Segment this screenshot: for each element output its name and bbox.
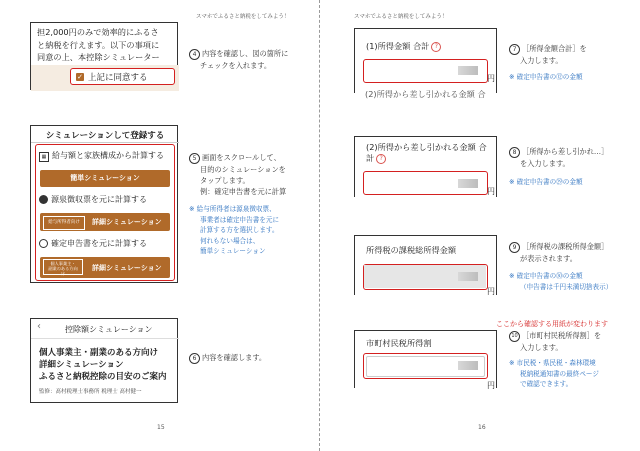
masked-value (458, 66, 478, 75)
red-notice: ここから確認する用紙が変わります (496, 320, 608, 328)
note-7: ※ 確定申告書の⑫の金額 (509, 73, 583, 81)
note-8: ※ 確定申告書の㉙の金額 (509, 178, 583, 186)
agree-label: 上記に同意する (88, 73, 148, 83)
field-label: 計 (366, 153, 375, 163)
field-label: (2)所得から差し引かれる金額 合 (366, 142, 487, 152)
agreement-text-line: 同意の上、本控除シミュレーター (37, 52, 160, 62)
simulation-options-highlight (35, 144, 175, 281)
unit-yen: 円 (487, 381, 495, 390)
detail-simulation-button-business[interactable] (40, 257, 170, 278)
step-10: 10 ［市町村民税所得割］を 入力します。 (509, 330, 601, 353)
step-4: 4 内容を確認し、図の箇所に チェックを入れます。 (189, 48, 288, 71)
simple-simulation-button[interactable]: 簡単シミュレーション (40, 170, 170, 187)
left-page (0, 0, 319, 451)
step-number: 5 (189, 153, 200, 164)
unit-yen: 円 (487, 287, 495, 296)
deduction-input[interactable] (363, 171, 488, 195)
step-number: 10 (509, 331, 520, 342)
step-6: 6 内容を確認します。 (189, 352, 266, 364)
option-tax-return: 確定申告書を元に計算する (51, 239, 147, 248)
agreement-text-line: 担2,000円のみで効率的にふるさ (37, 27, 159, 37)
right-page (321, 0, 640, 451)
taxable-income-display (363, 264, 488, 290)
field-label: 所得税の課税総所得金額 (366, 245, 457, 255)
step-number: 7 (509, 44, 520, 55)
simulation-title: シミュレーションして登録する (45, 131, 165, 141)
note-10: ※ 市民税・県民税・森林環境 税納税通知書の最終ページ で確認できます。 (509, 359, 599, 388)
step-number: 8 (509, 147, 520, 158)
field-label: (1)所得金額 合計 (366, 41, 430, 51)
intro-title-line: ふるさと納税控除の目安のご案内 (39, 372, 167, 382)
detail-simulation-button-salary[interactable] (40, 213, 170, 231)
step-number: 4 (189, 49, 200, 60)
taxable-income-card (354, 235, 497, 295)
intro-title-line: 個人事業主・副業のある方向け (39, 348, 159, 358)
field-label: 市町村民税所得割 (366, 338, 432, 348)
unit-yen: 円 (487, 74, 495, 83)
agree-checkbox-row[interactable] (70, 68, 175, 85)
step-7: 7 ［所得金額合計］を 入力します。 (509, 43, 587, 66)
municipal-tax-card (354, 330, 497, 388)
business-owner-tag: 個人事業主・ 副業のある方向 け (43, 259, 83, 275)
masked-value (458, 361, 478, 370)
step-number: 6 (189, 353, 200, 364)
page-header: スマホでふるさと納税をしてみよう！ (196, 14, 290, 20)
next-field-label: (2)所得から差し引かれる金額 合 (365, 89, 486, 99)
sim-intro-card (30, 318, 178, 403)
income-total-card (354, 28, 497, 99)
agreement-text-line: と納税を行えます。以下の事項に (37, 39, 160, 50)
deduction-card (354, 136, 497, 197)
help-icon[interactable]: ? (376, 154, 386, 164)
step-5: 5 画面をスクロールして、 目的のシミュレーションを タップします。 例：確定申告書を元に計算 (189, 152, 286, 197)
detail-button-label: 詳細シミュレーション (92, 218, 162, 226)
step-9: 9 ［所得税の課税所得金額］ が表示されます。 (509, 241, 608, 264)
option-salary-family: 給与額と家族構成から計算する (52, 151, 164, 160)
page-number: 15 (157, 424, 165, 431)
masked-value (458, 179, 478, 188)
detail-button-label: 詳細シミュレーション (92, 264, 162, 272)
page-header: スマホでふるさと納税をしてみよう！ (354, 14, 448, 20)
help-icon[interactable]: ? (431, 42, 441, 52)
masked-value (458, 272, 478, 281)
person-icon (39, 195, 48, 204)
note-9: ※ 確定申告書の㉚の金額 （申告書は千円未満切捨表示） (509, 272, 613, 291)
step-8: 8 ［所得から差し引かれ…］ を入力します。 (509, 146, 608, 169)
calculator-icon: ▦ (39, 152, 49, 162)
supervisor-text: 監修：髙村税理士事務所 税理士 髙村健一 (39, 389, 142, 395)
person-headset-icon (39, 239, 48, 248)
page-number: 16 (478, 424, 486, 431)
nav-title: 控除額シミュレーション (65, 325, 153, 334)
income-total-input[interactable] (363, 59, 488, 83)
note-5: ※ 給与所得者は源泉徴収票、 事業者は確定申告書を元に 計算する方を選択します。 何れもない場合は、 簡単シミュレーション (189, 205, 280, 255)
salary-earner-tag: 給与所得者向け (43, 216, 85, 230)
page-divider (319, 0, 320, 451)
agreement-card (30, 22, 178, 90)
step-number: 9 (509, 242, 520, 253)
checkbox-checked-icon[interactable]: ✓ (77, 73, 83, 81)
back-chevron-icon[interactable]: ‹ (37, 321, 41, 332)
option-withholding: 源泉徴収票を元に計算する (51, 195, 147, 204)
intro-title-line: 詳細シミュレーション (39, 360, 124, 370)
municipal-tax-input[interactable] (363, 353, 488, 379)
unit-yen: 円 (487, 187, 495, 196)
simulation-card (30, 125, 178, 283)
